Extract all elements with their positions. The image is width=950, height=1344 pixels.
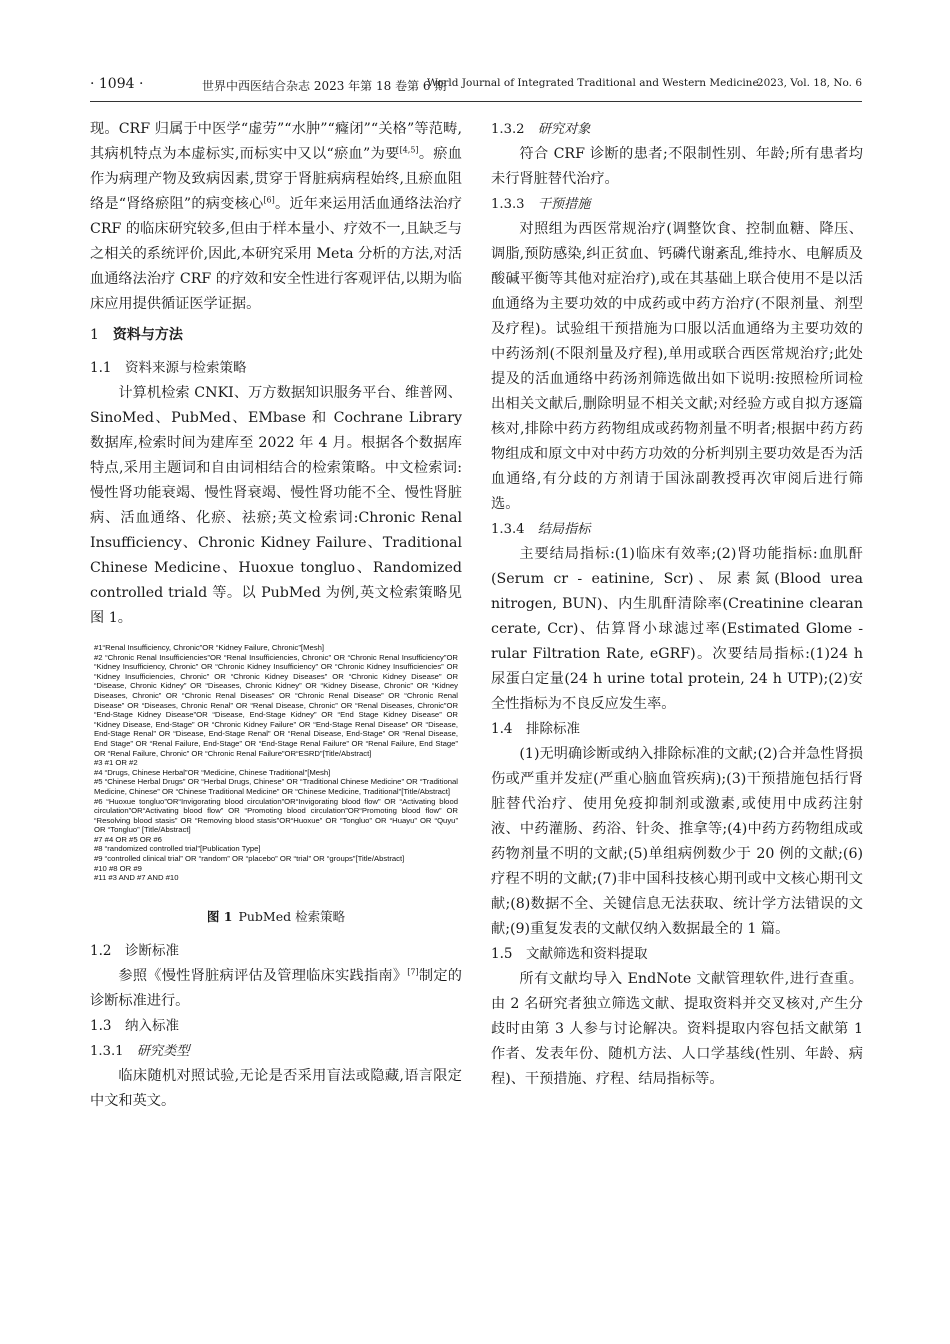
paragraph-1-3-1: 临床随机对照试验,无论是否采用盲法或隐藏,语言限定中文和英文。 xyxy=(90,1067,462,1109)
paragraph-1-4: (1)无明确诊断或纳入排除标准的文献;(2)合并急性肾损伤或严重并发症(严重心脑血管疾病);(3)干预措施包括行肾脏替代治疗、使用免疫抑制剂或激素,或使用中成药注射液、中药灌肠、药浴、针灸、推拿等;(4)中药方药物组成或药物剂量不明的文献;(5)单组病例数少于 20 例的文献;(6)疗程不明的文献;(7)非中国科技核心期刊或中文核心期刊文献;(8)数据不全、关键信息无法获取、统计学方法错误的文献;(9)重复发表的文献仅纳入数据最全的 1 篇。 xyxy=(491,746,863,937)
search-line: #6 “Huoxue tongluo”OR“Invigorating blood circulation”OR“Invigorating blood flow” OR “Activating blood circulation”OR“Activating blood flow” OR “Promoting blood circulation”OR“Promoting blood flow” OR “Resolving blood stasis” OR “Removing blood stasis”OR“Huoxue” OR “Tongluo” OR “Huayu” OR “Quyu” OR “Tongluo” [Title/Abstract] xyxy=(94,796,458,835)
heading-1-3 xyxy=(90,1014,462,1039)
section-title: 资料与方法 xyxy=(112,327,183,343)
heading-number: 1.1 xyxy=(90,360,112,376)
heading-title: 研究类型 xyxy=(136,1043,190,1059)
search-line: #5 “Chinese Herbal Drugs” OR “Herbal Drugs, Chinese” OR “Traditional Chinese Medicine” OR “Traditional Medicine, Chinese” OR “Chinese Traditional Medicine” OR “Chinese Medicine, Traditional”[Title/Abstract] xyxy=(94,777,458,796)
left-column xyxy=(90,117,462,1114)
right-column xyxy=(491,117,863,1092)
heading-number: 1.3.1 xyxy=(90,1043,124,1059)
figure-title: PubMed 检索策略 xyxy=(238,908,346,924)
pubmed-search-figure xyxy=(90,643,462,883)
search-line: #11 #3 AND #7 AND #10 xyxy=(94,873,179,883)
figure-caption xyxy=(90,907,462,927)
paragraph-1-2: 参照《慢性肾脏病评估及管理临床实践指南》[7]制定的诊断标准进行。 xyxy=(90,967,462,1009)
journal-volume: 2023, Vol. 18, No. 6 xyxy=(756,77,862,89)
search-line: #10 #8 OR #9 xyxy=(94,863,142,873)
heading-1-5 xyxy=(491,942,863,967)
heading-number: 1.3 xyxy=(90,1017,112,1034)
heading-number: 1.3.3 xyxy=(491,197,525,212)
heading-title: 资料来源与检索策略 xyxy=(124,360,247,376)
heading-title: 干预措施 xyxy=(537,197,591,212)
search-line: #9 “controlled clinical trial” OR “random” OR “placebo” OR “trial” OR “groups”[Title/Abstract] xyxy=(94,854,405,864)
heading-title: 排除标准 xyxy=(525,721,580,737)
heading-title: 结局指标 xyxy=(537,522,591,537)
intro-paragraph: 现。CRF 归属于中医学“虚劳”“水肿”“癃闭”“关格”等范畴,其病机特点为本虚标实,而标实中又以“瘀血”为要[4,5]。瘀血作为病理产物及致病因素,贯穿于肾脏病病程始终,且瘀血阻络是“肾络瘀阻”的病变核心[6]。近年来运用活血通络法治疗 CRF 的临床研究较多,但由于样本量小、疗效不一,且缺乏与之相关的系统评价,因此,本研究采用 Meta 分析的方法,对活血通络法治疗 CRF 的疗效和安全性进行客观评估,以期为临床应用提供循证医学证据。 xyxy=(90,121,462,312)
heading-1-3-1 xyxy=(90,1039,462,1064)
heading-number: 1.2 xyxy=(90,942,112,959)
search-line: #3 #1 OR #2 xyxy=(94,758,138,768)
heading-number: 1.5 xyxy=(491,946,513,962)
search-line: #4 “Drugs, Chinese Herbal”OR “Medicine, Chinese Traditional”[Mesh] xyxy=(94,767,331,777)
search-line: #7 #4 OR #5 OR #6 xyxy=(94,834,162,844)
citation: [7] xyxy=(407,967,419,977)
heading-1-3-3 xyxy=(491,192,863,217)
citation: [4,5] xyxy=(399,145,419,155)
heading-1-2 xyxy=(90,939,462,964)
heading-title: 诊断标准 xyxy=(124,942,179,959)
heading-number: 1.4 xyxy=(491,721,513,737)
citation: [6] xyxy=(263,195,275,205)
heading-title: 纳入标准 xyxy=(124,1017,179,1034)
section-heading-1 xyxy=(90,323,462,348)
paragraph-1-1: 计算机检索 CNKI、万方数据知识服务平台、维普网、SinoMed、PubMed、EMbase 和 Cochrane Library 数据库,检索时间为建库至 2022 年 4 月。根据各个数据库特点,采用主题词和自由词相结合的检索策略。中文检索词:慢性肾功能衰竭、慢性肾衰竭、慢性肾功能不全、慢性肾脏病、活血通络、化瘀、祛瘀;英文检索词:Chronic Renal Insufficiency、Chronic Kidney Failure、Traditional Chinese Medicine、Huoxue tongluo、Randomized controlled triald 等。以 PubMed 为例,英文检索策略见图 1。 xyxy=(90,385,462,626)
search-line: #1“Renal Insufficiency, Chronic”OR “Kidney Failure, Chronic”[Mesh] xyxy=(94,643,325,652)
heading-title: 研究对象 xyxy=(537,122,591,137)
paragraph-1-5: 所有文献均导入 EndNote 文献管理软件,进行查重。由 2 名研究者独立筛选文献、提取资料并交叉核对,产生分歧时由第 3 人参与讨论解决。资料提取内容包括文献第 1 作者、发表年份、随机方法、人口学基线(性别、年龄、病程)、干预措施、疗程、结局指标等。 xyxy=(491,971,863,1087)
header-rule xyxy=(90,101,862,102)
paragraph-1-3-2: 符合 CRF 诊断的患者;不限制性别、年龄;所有患者均未行肾脏替代治疗。 xyxy=(491,146,863,187)
search-line: #8 “randomized controlled trial”[Publication Type] xyxy=(94,844,261,854)
heading-1-4 xyxy=(491,717,863,742)
paragraph-1-3-3: 对照组为西医常规治疗(调整饮食、控制血糖、降压、调脂,预防感染,纠正贫血、钙磷代谢紊乱,维持水、电解质及酸碱平衡等其他对症治疗),或在其基础上联合使用不是以活血通络为主要功效的中成药或中药方治疗(不限剂量、剂型及疗程)。试验组干预措施为口服以活血通络为主要功效的中药汤剂(不限剂量及疗程),单用或联合西医常规治疗;此处提及的活血通络中药汤剂筛选做出如下说明:按照检所词检出相关文献后,删除明显不相关文献;对经验方或自拟方逐篇核对,排除中药方药物组成或药物剂量不明者;根据中药方药物组成和原文中对中药方功效的分析判别主要功效是否为活血通络,有分歧的方剂请于国泳副教授再次审阅后进行筛选。 xyxy=(491,221,863,512)
heading-1-1 xyxy=(90,356,462,381)
heading-1-3-4 xyxy=(491,517,863,542)
running-header xyxy=(90,76,862,96)
search-line: #2 “Chronic Renal Insufficiencies”OR “Renal Insufficiencies, Chronic” OR “Chronic Renal Insufficiency”OR “Kidney Insufficiency, Chronic” OR “Chronic Kidney Insufficiency” OR “Chronic Kidney Insufficiencies” OR “Kidney Insufficiencies, Chronic” OR “Chronic Kidney Diseases” OR “Chronic Kidney Disease” OR “Disease, Chronic Kidney” OR “Diseases, Chronic Kidney” OR “Kidney Disease, Chronic” OR “Kidney Diseases, Chronic” OR “Chronic Renal Diseases” OR “Chronic Renal Disease” OR “Chronic Renal Disease” OR “Diseases, Chronic Renal” OR “Renal Disease, Chronic” OR “Renal Diseases, Chronic”OR “End-Stage Kidney Disease”OR “Disease, End-Stage Kidney” OR “End Stage Kidney Disease” OR “Kidney Disease, End-Stage” OR “Chronic Kidney Failure” OR “End-Stage Renal Disease” OR “Disease, End-Stage Renal” OR “Disease, End-Stage Renal” OR “Renal Disease, End-Stage” OR “Renal Disease, End Stage” OR “Renal Failure, End-Stage” OR “End-Stage Renal Failure” OR “Renal Failure, End Stage” OR “Renal Failure, Chronic” OR “Chronic Renal Failure”OR“ESRD”[Title/Abstract] xyxy=(94,652,458,758)
page-number: · 1094 · xyxy=(90,76,144,92)
paragraph-1-3-4: 主要结局指标:(1)临床有效率;(2)肾功能指标:血肌酐(Serum cr - eatinine, Scr)、尿素氮(Blood urea nitrogen, BUN)、内生肌酐清除率(Creatinine clearan cerate, Ccr)、估算肾小球滤过率(Estimated Glome - rular Filtration Rate, eGRF)。次要结局指标:(1)24 h 尿蛋白定量(24 h urine total protein, 24 h UTP);(2)安全性指标为不良反应发生率。 xyxy=(491,546,863,712)
figure-label: 图 1 xyxy=(206,908,233,924)
section-number: 1 xyxy=(90,327,99,343)
journal-title-en: World Journal of Integrated Traditional and Western Medicine xyxy=(427,77,759,89)
journal-title-cn: 世界中西医结合杂志 2023 年第 18 卷第 6 期 xyxy=(202,79,447,93)
heading-1-3-2 xyxy=(491,117,863,142)
heading-number: 1.3.2 xyxy=(491,122,525,137)
heading-title: 文献筛选和资料提取 xyxy=(525,946,648,962)
heading-number: 1.3.4 xyxy=(491,522,525,537)
